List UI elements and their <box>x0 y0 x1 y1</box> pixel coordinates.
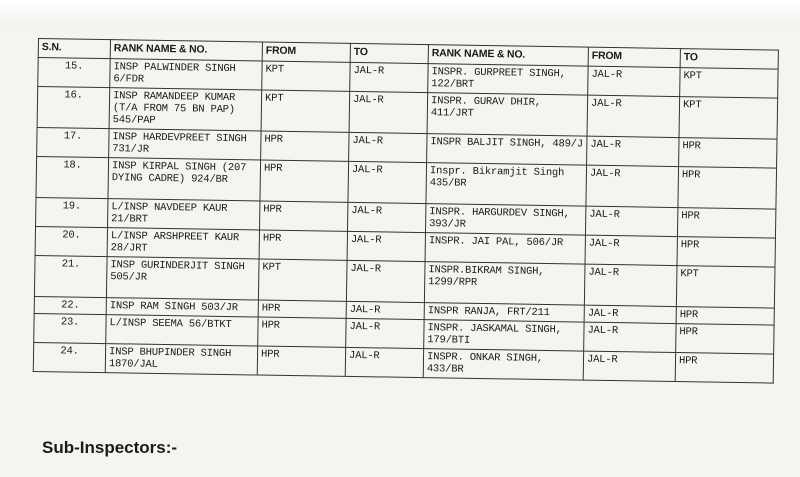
cell-to-2: KPT <box>679 97 778 140</box>
cell-name-1: L/INSP SEEMA 56/BTKT <box>106 315 258 346</box>
cell-to-2: KPT <box>680 68 778 99</box>
cell-to-2: HPR <box>676 324 774 355</box>
cell-from-2: JAL-R <box>583 351 675 381</box>
cell-name-2: INSPR BALJIT SINGH, 489/J <box>427 134 587 166</box>
cell-to-2: HPR <box>677 237 775 268</box>
header-to-2: TO <box>680 49 778 70</box>
cell-name-1: L/INSP NAVDEEP KAUR 21/BRT <box>108 199 260 230</box>
cell-name-2: Inspr. Bikramjit Singh 435/BR <box>426 163 587 207</box>
cell-from-2: JAL-R <box>588 66 680 96</box>
header-from-1: FROM <box>262 42 350 62</box>
cell-to-2: HPR <box>676 307 774 326</box>
cell-to-2: HPR <box>677 208 775 239</box>
cell-sn: 19. <box>36 197 108 227</box>
cell-sn: 15. <box>38 58 110 88</box>
cell-from-2: JAL-R <box>587 136 679 166</box>
cell-to-1: JAL-R <box>349 132 427 162</box>
cell-name-1: INSP BHUPINDER SINGH 1870/JAL <box>105 344 257 375</box>
cell-to-1: JAL-R <box>346 318 424 348</box>
cell-name-1: INSP HARDEVPREET SINGH 731/JR <box>109 129 261 160</box>
cell-from-1: HPR <box>261 131 349 161</box>
cell-name-2: INSPR RANJA, FRT/211 <box>424 303 584 323</box>
cell-from-2: JAL-R <box>585 235 677 265</box>
transfer-table <box>33 38 779 384</box>
cell-name-1: INSP RAMANDEEP KUMAR (T/A FROM 75 BN PAP) 545/PAP <box>109 88 262 131</box>
cell-name-1: INSP PALWINDER SINGH 6/FDR <box>110 59 262 90</box>
cell-name-2: INSPR. GURPREET SINGH, 122/BRT <box>428 64 588 96</box>
cell-from-1: HPR <box>259 230 347 260</box>
cell-sn: 21. <box>34 255 107 297</box>
transfer-table-wrapper <box>33 38 778 384</box>
cell-sn: 20. <box>35 226 107 256</box>
cell-from-2: JAL-R <box>584 322 676 352</box>
cell-from-1: KPT <box>258 259 347 301</box>
cell-from-2: JAL-R <box>587 95 680 137</box>
cell-sn: 16. <box>37 87 110 129</box>
cell-sn: 23. <box>34 313 106 343</box>
cell-to-2: HPR <box>675 353 773 384</box>
cell-name-2: INSPR. HARGURDEV SINGH, 393/JR <box>425 204 585 236</box>
cell-name-2: INSPR. GURAV DHIR, 411/JRT <box>427 93 588 137</box>
cell-to-2: HPR <box>679 138 777 169</box>
cell-to-1: JAL-R <box>349 91 428 133</box>
cell-from-1: HPR <box>258 300 346 318</box>
cell-sn: 17. <box>37 127 109 157</box>
cell-from-2: JAL-R <box>584 264 677 306</box>
cell-name-1: INSP KIRPAL SINGH (207 DYING CADRE) 924/BR <box>108 158 261 201</box>
cell-name-2: INSPR. JASKAMAL SINGH, 179/BTI <box>424 320 584 352</box>
cell-sn: 18. <box>36 156 109 198</box>
cell-name-1: INSP RAM SINGH 503/JR <box>106 298 258 317</box>
cell-to-1: JAL-R <box>345 347 423 377</box>
header-sn: S.N. <box>38 39 110 59</box>
cell-from-1: HPR <box>260 201 348 231</box>
page-top-margin <box>0 0 800 30</box>
cell-to-2: HPR <box>678 167 777 210</box>
cell-from-1: KPT <box>261 90 350 132</box>
cell-to-1: JAL-R <box>347 231 425 261</box>
cell-to-1: JAL-R <box>346 260 425 302</box>
cell-sn: 22. <box>34 296 106 314</box>
section-title-sub-inspectors: Sub-Inspectors:- <box>42 438 178 457</box>
cell-name-1: INSP GURINDERJIT SINGH 505/JR <box>106 257 259 300</box>
header-to-1: TO <box>350 43 428 63</box>
cell-from-1: HPR <box>258 317 346 347</box>
header-rank-name-2: RANK NAME & NO. <box>428 45 588 67</box>
cell-to-2: KPT <box>676 266 775 309</box>
cell-from-1: HPR <box>257 346 345 376</box>
cell-to-1: JAL-R <box>350 62 428 92</box>
header-rank-name-1: RANK NAME & NO. <box>110 40 262 61</box>
cell-name-1: L/INSP ARSHPREET KAUR 28/JRT <box>107 228 259 259</box>
cell-name-2: INSPR. ONKAR SINGH, 433/BR <box>423 349 583 381</box>
cell-name-2: INSPR.BIKRAM SINGH, 1299/RPR <box>424 262 585 306</box>
cell-sn: 24. <box>33 342 105 372</box>
cell-from-2: JAL-R <box>586 165 679 207</box>
cell-from-1: KPT <box>262 61 350 91</box>
cell-from-1: HPR <box>260 160 349 202</box>
header-from-2: FROM <box>588 47 680 67</box>
cell-from-2: JAL-R <box>585 206 677 236</box>
cell-from-2: JAL-R <box>584 305 676 323</box>
cell-to-1: JAL-R <box>346 301 424 319</box>
cell-to-1: JAL-R <box>348 202 426 232</box>
cell-name-2: INSPR. JAI PAL, 506/JR <box>425 233 585 265</box>
cell-to-1: JAL-R <box>348 161 427 203</box>
